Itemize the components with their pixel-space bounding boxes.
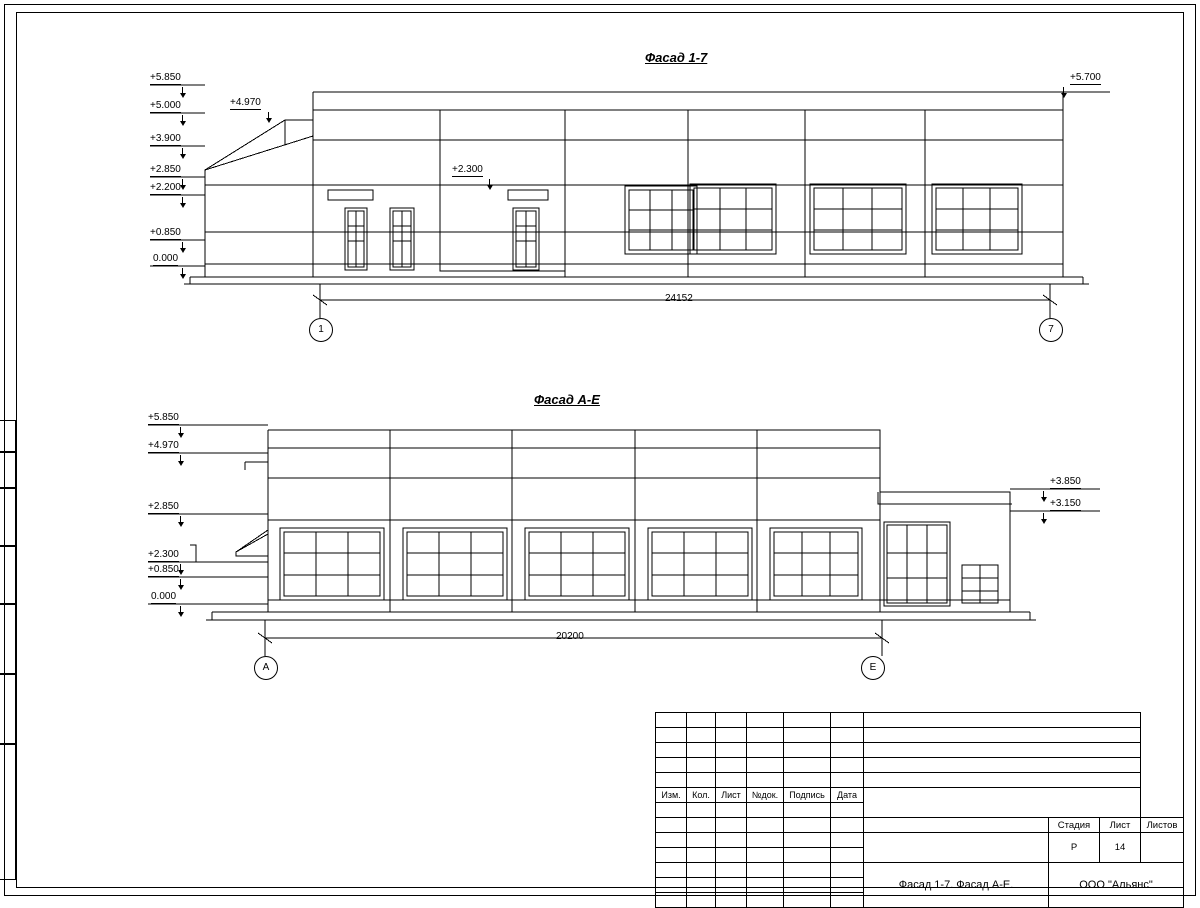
stage-header: Стадия [1049, 818, 1100, 833]
facade-a-e-title: Фасад А-Е [534, 392, 600, 407]
left-margin-cell [0, 674, 16, 744]
facade-1-7-title: Фасад 1-7 [645, 50, 708, 65]
titleblock-col-ndok: №док. [747, 788, 784, 803]
level-mark: +4.970 [148, 440, 179, 451]
titleblock-col-izm: Изм. [656, 788, 687, 803]
sheet-header: Лист [1100, 818, 1141, 833]
level-mark: +0.850 [150, 227, 181, 238]
level-mark: 0.000 [153, 253, 179, 264]
level-mark: +2.850 [148, 501, 179, 512]
level-mark-right: +3.150 [1050, 498, 1081, 509]
titleblock-col-list: Лист [716, 788, 747, 803]
left-margin-cell [0, 420, 16, 452]
titleblock-col-data: Дата [831, 788, 864, 803]
level-mark: +5.000 [150, 100, 181, 111]
level-mark-right: +5.700 [1070, 72, 1101, 83]
level-mark: +5.850 [148, 412, 179, 423]
level-mark: +2.300 [148, 549, 179, 560]
level-mark: +2.850 [150, 164, 181, 175]
overall-dimension-1-7: 24152 [665, 293, 693, 304]
left-margin-cell [0, 488, 16, 546]
titleblock-col-podpis: Подпись [784, 788, 831, 803]
level-mark: +5.850 [150, 72, 181, 83]
left-margin-cell [0, 546, 16, 604]
left-margin-cell [0, 744, 16, 880]
level-mark: +3.900 [150, 133, 181, 144]
sheet-value: 14 [1100, 833, 1141, 863]
title-block [655, 712, 1184, 908]
sheets-header: Листов [1141, 818, 1184, 833]
level-mark-porch-roof: +4.970 [230, 97, 261, 108]
level-mark-right: +3.850 [1050, 476, 1081, 487]
stage-value: Р [1049, 833, 1100, 863]
level-mark: +2.200 [150, 182, 181, 193]
axis-marker-e: Е [861, 656, 885, 680]
company-name: ООО "Альянс" [1049, 863, 1184, 908]
axis-marker-a: А [254, 656, 278, 680]
overall-dimension-a-e: 20200 [556, 631, 584, 642]
axis-marker-7: 7 [1039, 318, 1063, 342]
level-mark-canopy: +2.300 [452, 164, 483, 175]
level-mark: 0.000 [151, 591, 177, 602]
titleblock-col-kol: Кол. [687, 788, 716, 803]
left-margin-cell [0, 452, 16, 488]
drawing-name: Фасад 1-7. Фасад А-Е. [864, 863, 1049, 908]
left-margin-cell [0, 604, 16, 674]
axis-marker-1: 1 [309, 318, 333, 342]
sheets-value [1141, 833, 1184, 863]
level-mark: +0.850 [148, 564, 179, 575]
